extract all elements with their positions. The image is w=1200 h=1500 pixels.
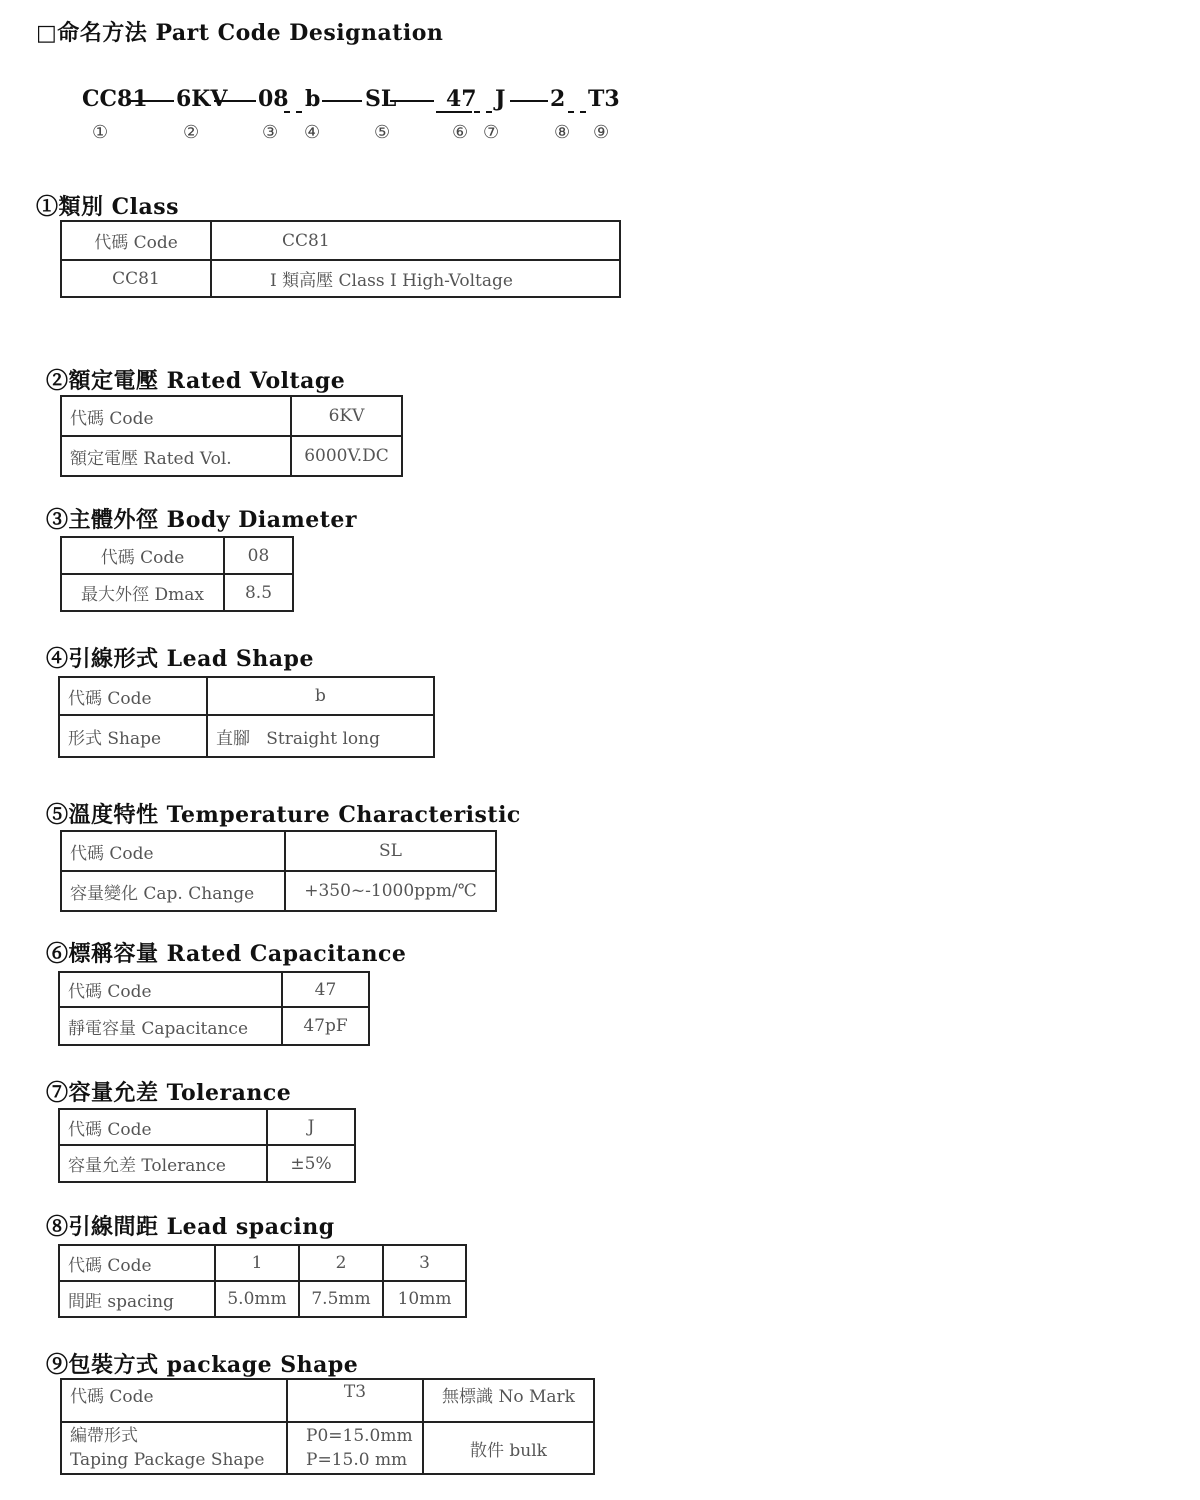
table-cell: 7.5mm [299, 1281, 383, 1317]
table-cell: CC81 [61, 260, 211, 297]
code-segment: J [495, 86, 506, 112]
segment-number: ③ [262, 122, 279, 143]
table-cell: 形式 Shape [59, 715, 207, 757]
table-cell: 無標識 No Mark [423, 1379, 594, 1422]
body-diameter-table [60, 536, 294, 612]
segment-number: ④ [304, 122, 321, 143]
page-title: □命名方法 Part Code Designation [36, 20, 444, 46]
section-heading-class: ①類別 Class [36, 194, 180, 220]
section-heading-body-diameter: ③主體外徑 Body Diameter [46, 507, 357, 533]
table-cell: SL [285, 831, 496, 871]
table-cell: ±5% [267, 1145, 355, 1182]
rated-capacitance-table [58, 971, 370, 1046]
table-cell: 3 [383, 1245, 466, 1281]
code-segment: CC81 [82, 86, 148, 112]
table-cell: +350~-1000ppm/℃ [285, 871, 496, 911]
code-connector [284, 111, 302, 113]
table-cell: 6KV [291, 396, 402, 436]
table-cell: 代碼 Code [59, 1245, 215, 1281]
table-cell: 5.0mm [215, 1281, 299, 1317]
class-table [60, 220, 621, 298]
table-cell: 47 [282, 972, 369, 1007]
segment-number: ② [183, 122, 200, 143]
code-segment: SL [365, 86, 397, 112]
section-heading-tolerance: ⑦容量允差 Tolerance [46, 1080, 292, 1106]
table-cell: 最大外徑 Dmax [61, 574, 224, 611]
code-connector [474, 111, 492, 113]
table-cell: CC81 [211, 221, 620, 260]
table-cell: 8.5 [224, 574, 293, 611]
cell-line: P0=15.0mm [306, 1426, 413, 1446]
section-heading-temperature-characteristic: ⑤溫度特性 Temperature Characteristic [46, 802, 521, 828]
section-heading-rated-capacitance: ⑥標稱容量 Rated Capacitance [46, 941, 407, 967]
table-cell [287, 1422, 423, 1474]
table-cell: 代碼 Code [61, 396, 291, 436]
section-heading-lead-spacing: ⑧引線間距 Lead spacing [46, 1214, 335, 1240]
table-cell: Ⅰ 類高壓 Class Ⅰ High-Voltage [211, 260, 620, 297]
table-cell: 容量變化 Cap. Change [61, 871, 285, 911]
code-segment: 47 [446, 86, 477, 112]
segment-number: ⑧ [554, 122, 571, 143]
table-cell: 代碼 Code [59, 972, 282, 1007]
table-cell: 08 [224, 537, 293, 574]
rated-voltage-table [60, 395, 403, 477]
table-cell: J [267, 1109, 355, 1145]
table-cell: 散件 bulk [423, 1422, 594, 1474]
segment-number: ⑦ [483, 122, 500, 143]
table-cell: 間距 spacing [59, 1281, 215, 1317]
code-connector [322, 100, 362, 102]
table-cell: 直腳 Straight long [207, 715, 434, 757]
table-cell: b [207, 677, 434, 715]
table-cell: 代碼 Code [59, 677, 207, 715]
table-cell: 靜電容量 Capacitance [59, 1007, 282, 1045]
table-cell: 2 [299, 1245, 383, 1281]
segment-number: ⑨ [593, 122, 610, 143]
table-cell: 容量允差 Tolerance [59, 1145, 267, 1182]
code-connector [510, 100, 548, 102]
section-heading-lead-shape: ④引線形式 Lead Shape [46, 646, 314, 672]
table-cell: T3 [287, 1379, 423, 1422]
table-cell: 47pF [282, 1007, 369, 1045]
cell-line: Taping Package Shape [70, 1450, 265, 1470]
code-connector [436, 111, 472, 113]
table-cell: 代碼 Code [61, 831, 285, 871]
cell-line: 編帶形式 [70, 1426, 138, 1446]
code-segment: 2 [550, 86, 566, 112]
section-heading-package-shape: ⑨包裝方式 package Shape [46, 1352, 359, 1378]
package-shape-table [60, 1378, 595, 1475]
code-connector [214, 100, 256, 102]
table-cell: 10mm [383, 1281, 466, 1317]
table-cell: 代碼 Code [59, 1109, 267, 1145]
table-cell: 1 [215, 1245, 299, 1281]
tolerance-table [58, 1108, 356, 1183]
code-segment: 6KV [176, 86, 228, 112]
code-connector [390, 100, 434, 102]
lead-shape-table [58, 676, 435, 758]
code-segment: 08 [258, 86, 289, 112]
segment-number: ⑥ [452, 122, 469, 143]
code-connector [130, 100, 174, 102]
table-cell: 額定電壓 Rated Vol. [61, 436, 291, 476]
table-cell: 6000V.DC [291, 436, 402, 476]
lead-spacing-table [58, 1244, 467, 1318]
cell-line: P=15.0 mm [306, 1450, 408, 1470]
segment-number: ⑤ [374, 122, 391, 143]
table-cell: 代碼 Code [61, 1379, 287, 1422]
code-segment: T3 [588, 86, 620, 112]
table-cell [61, 1422, 287, 1474]
section-heading-rated-voltage: ②額定電壓 Rated Voltage [46, 368, 346, 394]
table-cell: 代碼 Code [61, 221, 211, 260]
code-connector [568, 111, 586, 113]
temperature-characteristic-table [60, 830, 497, 912]
table-cell: 代碼 Code [61, 537, 224, 574]
code-segment: b [305, 86, 321, 112]
segment-number: ① [92, 122, 109, 143]
